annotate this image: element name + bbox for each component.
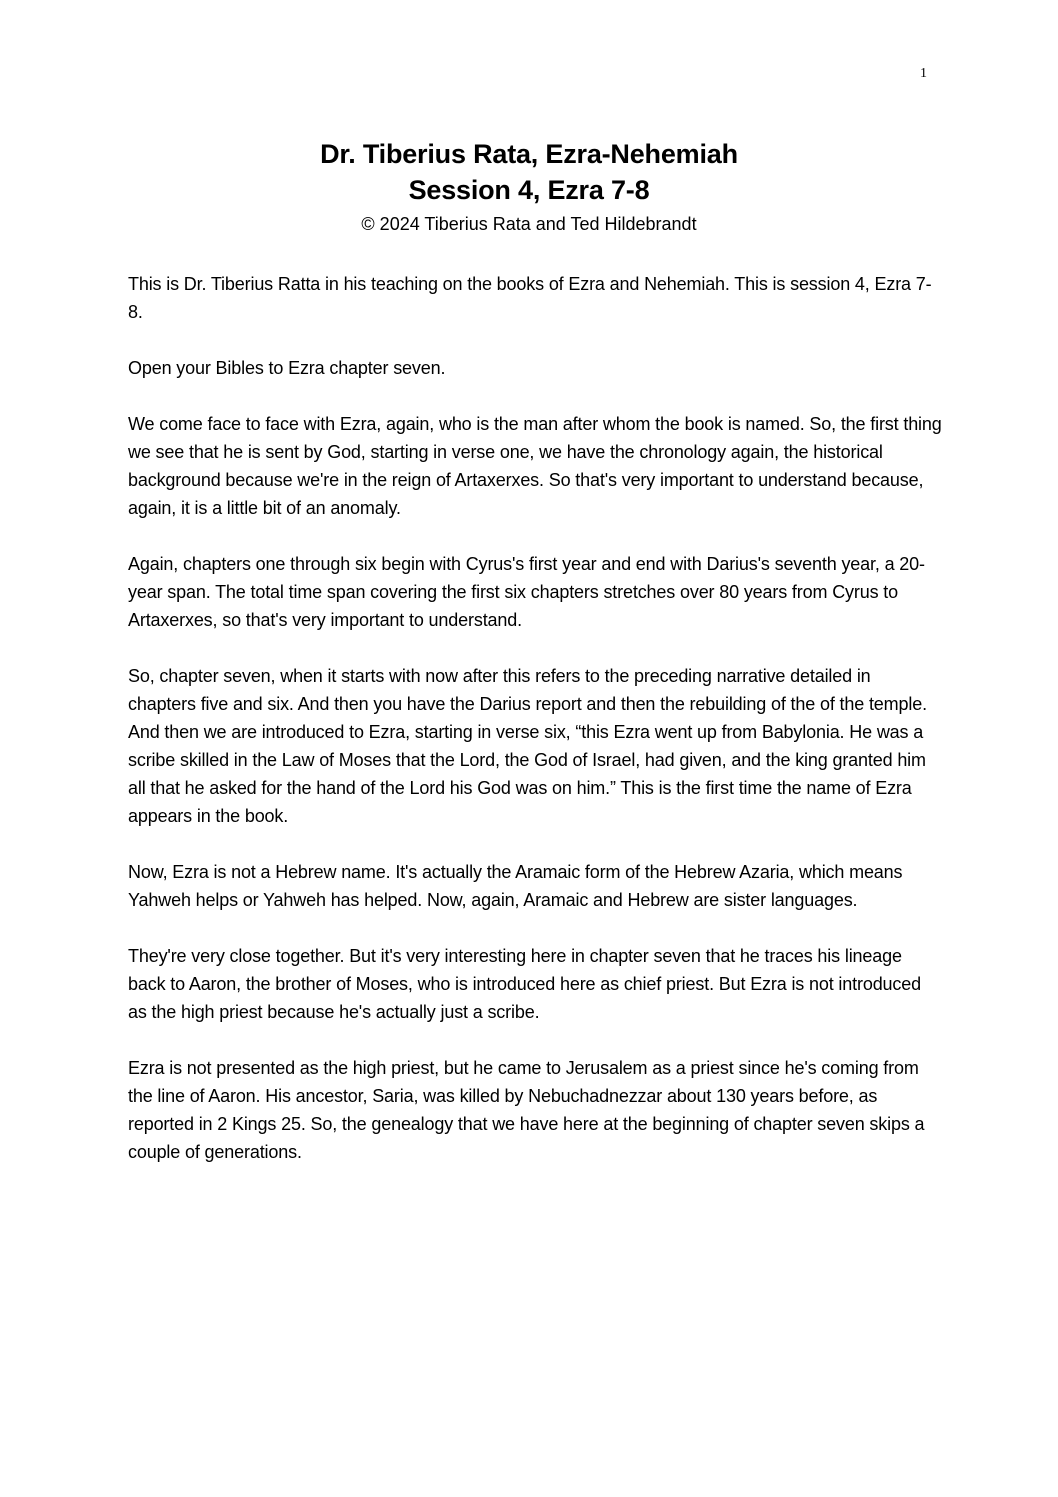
paragraph: They're very close together. But it's very interesting here in chapter seven that he traces his lineage back to Aaron, the brother of Moses, who is introduced here as chief priest. But Ezra is not introduced as the high priest because he's actually just a scribe. — [128, 946, 921, 1022]
copyright-line: © 2024 Tiberius Rata and Ted Hildebrandt — [361, 214, 697, 234]
document-header — [0, 136, 1058, 239]
paragraph: Again, chapters one through six begin with Cyrus's first year and end with Darius's seventh year, a 20-year span. The total time span covering the first six chapters stretches over 80 years from Cyrus to Artaxerxes, so that's very important to understand. — [128, 554, 925, 630]
paragraph: So, chapter seven, when it starts with now after this refers to the preceding narrative detailed in chapters five and six. And then you have the Darius report and then the rebuilding of the of the temple. And then we are introduced to Ezra, starting in verse six, “this Ezra went up from Babylonia. He was a scribe skilled in the Law of Moses that the Lord, the God of Israel, had given, and the king granted him all that he asked for the hand of the Lord his God was on him.” This is the first time the name of Ezra appears in the book. — [128, 666, 927, 826]
transcript-body — [128, 270, 943, 1194]
paragraph: We come face to face with Ezra, again, who is the man after whom the book is named. So, the first thing we see that he is sent by God, starting in verse one, we have the chronology again, the historical background because we're in the reign of Artaxerxes. So that's very important to understand because, again, it is a little bit of an anomaly. — [128, 414, 942, 518]
page-number: 1 — [920, 66, 927, 81]
document-title: Dr. Tiberius Rata, Ezra-Nehemiah — [320, 139, 738, 169]
paragraph: Ezra is not presented as the high priest, but he came to Jerusalem as a priest since he's coming from the line of Aaron. His ancestor, Saria, was killed by Nebuchadnezzar about 130 years before, as reported in 2 Kings 25. So, the genealogy that we have here at the beginning of chapter seven skips a couple of generations. — [128, 1058, 925, 1162]
paragraph: This is Dr. Tiberius Ratta in his teaching on the books of Ezra and Nehemiah. This is session 4, Ezra 7-8. — [128, 274, 932, 322]
session-title: Session 4, Ezra 7-8 — [408, 175, 650, 205]
paragraph: Open your Bibles to Ezra chapter seven. — [128, 358, 446, 378]
paragraph: Now, Ezra is not a Hebrew name. It's actually the Aramaic form of the Hebrew Azaria, which means Yahweh helps or Yahweh has helped. Now, again, Aramaic and Hebrew are sister languages. — [128, 862, 903, 910]
